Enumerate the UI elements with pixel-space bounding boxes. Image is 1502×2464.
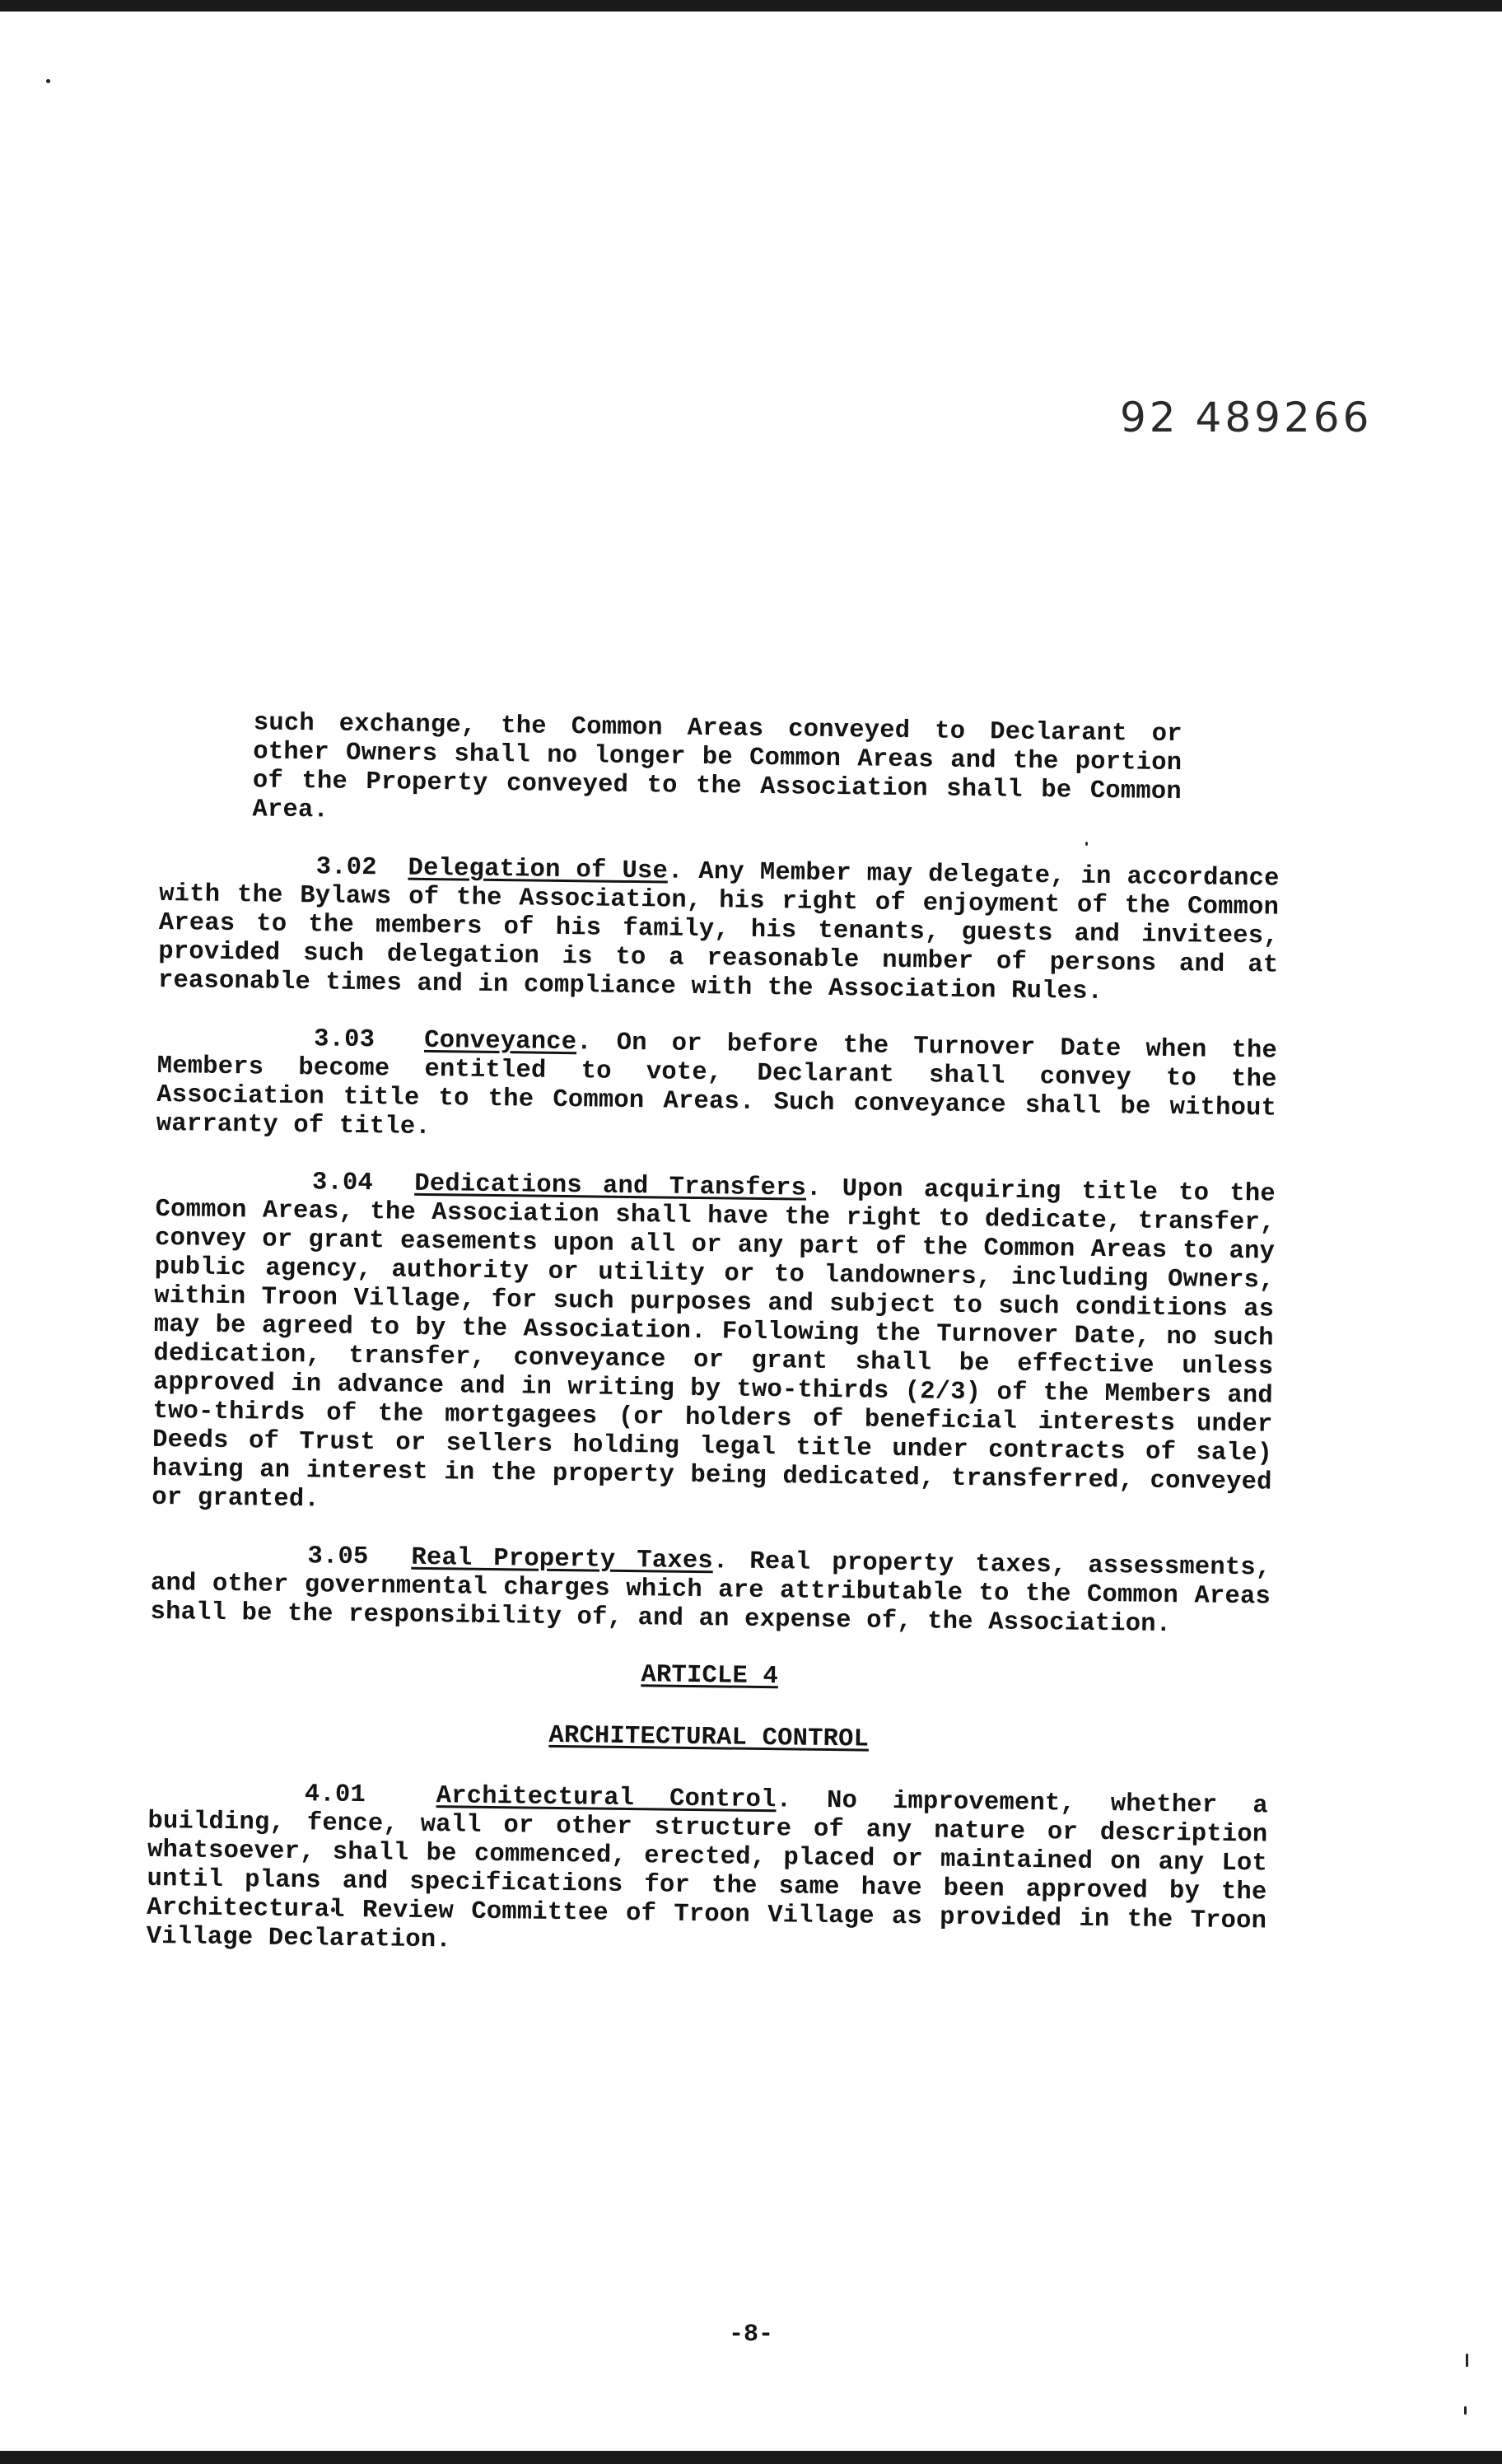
section-title: Real Property Taxes [411, 1543, 714, 1576]
section-text: . Any Member may delegate, in accordance with the Bylaws of the Association, his right of enjoyment of the Common Areas to the members of his family, his tenants, guests and invitees, provided such delegation is to a reasonable number of persons and at reasonable times and in compliance with the Association Rules. [157, 857, 1280, 1006]
section-number: 3.03 [313, 1025, 376, 1055]
section-text: . Real property taxes, assessments, and other governmental charges which are attributable to the Common Areas shall be the responsibility of, and an expense of, the Association. [150, 1547, 1271, 1640]
section-4-01 [147, 1779, 1268, 1966]
scan-speck [46, 79, 50, 83]
paragraph-continuation [160, 708, 1281, 838]
section-text: . Upon acquiring title to the Common Areas, the Association shall have the right to dedicate, transfer, convey or grant easements upon all or any part of the Common Areas to any public agency, authority or utility or to landowners, including Owners, within Troon Village, for such purposes and subject to such conditions as may be agreed to by the Association. Following the Turnover Date, no such dedication, transfer, conveyance or grant shall be effective unless approved in advance and in writing by two-thirds (2/3) of the Members and two-thirds of the mortgagees (or holders of beneficial interests under Deeds of Trust or sellers holding legal title under contracts of sale) having an interest in the property being dedicated, transferred, conveyed or granted. [152, 1174, 1276, 1514]
section-number: 3.04 [311, 1169, 374, 1198]
document-body [146, 708, 1281, 1994]
section-title: Conveyance [423, 1026, 577, 1057]
article-label: ARTICLE 4 [641, 1661, 779, 1692]
section-3-05 [150, 1541, 1271, 1641]
section-title: Dedications and Transfers [414, 1169, 807, 1203]
scan-speck [1466, 2354, 1468, 2367]
scan-edge-bottom [0, 2451, 1502, 2464]
section-number: 3.02 [315, 853, 377, 883]
section-number: 3.05 [307, 1542, 369, 1572]
section-text: . On or before the Turnover Date when the Members become entitled to vote, Declarant shall convey to the Association title to the Common Areas. Such conveyance shall be without warranty of title. [156, 1029, 1278, 1142]
paragraph-text: such exchange, the Common Areas conveyed to Declarant or other Owners shall no longer be Common Areas and the portion of the Property conveyed to the Association shall be Common Area. [252, 709, 1182, 825]
section-3-03 [156, 1024, 1278, 1153]
scan-speck [1464, 2406, 1467, 2415]
scan-edge-top [0, 0, 1502, 12]
section-3-02 [158, 852, 1280, 1010]
section-3-04 [152, 1167, 1276, 1527]
document-number: 92 489266 [1120, 394, 1373, 441]
section-text: . No improvement, whether a building, fence, wall or other structure of any nature or description whatsoever, shall be commenced, erected, placed or maintained on any Lot until plans and specifications for the same have been approved by the Architectural Review Committee of Troon Village as provided in the Troon Village Declaration. [146, 1786, 1269, 1955]
page-number: -8- [728, 2321, 773, 2349]
section-title: Delegation of Use [408, 854, 669, 886]
article-title: ARCHITECTURAL CONTROL [548, 1721, 870, 1754]
section-title: Architectural Control [436, 1782, 777, 1815]
section-number: 4.01 [304, 1780, 366, 1810]
